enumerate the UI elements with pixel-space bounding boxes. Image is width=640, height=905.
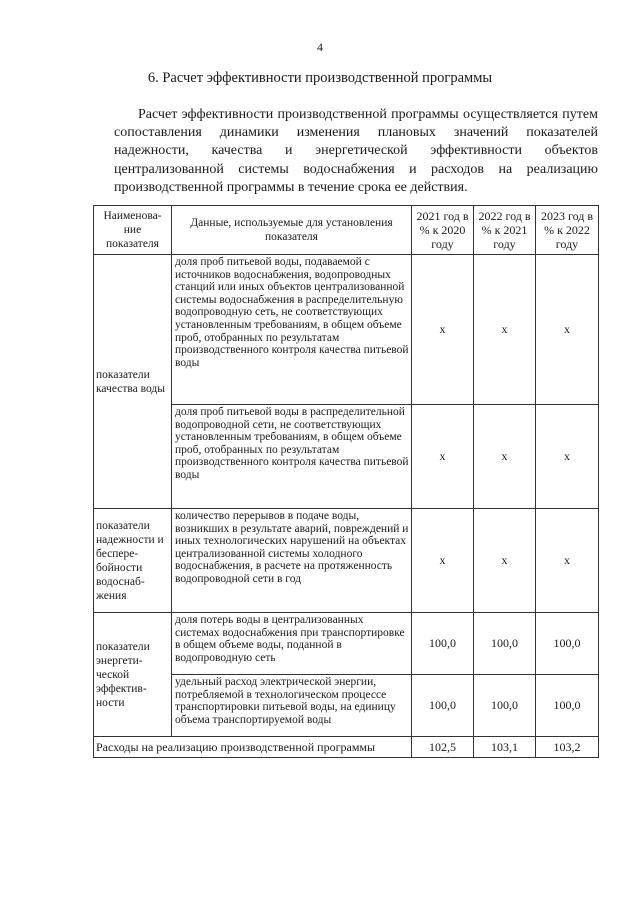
row-desc: удельный расход электрической энергии, потребляемой в технологическом процессе транспортировки питьевой воды, на единицу объема транспортируемой воды (172, 675, 412, 737)
total-value-2021: 102,5 (412, 737, 474, 758)
row-desc: доля потерь воды в централизованных системах водоснабжения при транспортировке в общем объеме воды, поданной в водопроводную сеть (172, 613, 412, 675)
row-value-2021: x (412, 405, 474, 509)
row-value-2022: 100,0 (474, 675, 536, 737)
row-value-2022: 100,0 (474, 613, 536, 675)
total-label: Расходы на реализацию производственной программы (94, 737, 412, 758)
row-value-2021: 100,0 (412, 613, 474, 675)
table-row (94, 509, 599, 613)
row-value-2023: x (536, 255, 599, 405)
table-row (94, 613, 599, 675)
intro-text: Расчет эффективности производственной программы осуществляется путем сопоставления динамики изменения плановых значений показателей надежности, качества и энергетической эффективности объектов централизованной системы водоснабжения и расходов на реализацию производственной программы в течение срока ее действия. (114, 107, 598, 195)
section-heading: 6. Расчет эффективности производственной программы (147, 70, 493, 86)
total-value-2022: 103,1 (474, 737, 536, 758)
category-energy: показатели энергети-ческой эффектив-ности (94, 613, 172, 737)
category-reliability: показатели надежности и беспере-бойности водоснаб-жения (94, 509, 172, 613)
header-data: Данные, используемые для установления показателя (172, 206, 412, 255)
row-value-2021: 100,0 (412, 675, 474, 737)
row-value-2023: 100,0 (536, 613, 599, 675)
header-2022: 2022 год в % к 2021 году (474, 206, 536, 255)
row-value-2022: x (474, 255, 536, 405)
row-value-2023: 100,0 (536, 675, 599, 737)
row-value-2023: x (536, 405, 599, 509)
row-value-2023: x (536, 509, 599, 613)
table-header-row (94, 206, 599, 255)
efficiency-table (93, 205, 599, 758)
total-value-2023: 103,2 (536, 737, 599, 758)
total-row (94, 737, 599, 758)
row-value-2022: x (474, 405, 536, 509)
page-number: 4 (317, 40, 323, 54)
header-2021: 2021 год в % к 2020 году (412, 206, 474, 255)
row-desc: количество перерывов в подаче воды, возникших в результате аварий, повреждений и иных технологических нарушений на объектах централизованной системы холодного водоснабжения, в расчете на протяженность водопроводной сети в год (172, 509, 412, 613)
row-desc: доля проб питьевой воды, подаваемой с источников водоснабжения, водопроводных станций или иных объектов централизованной системы водоснабжения в распределительную водопроводную сеть, не соответствующих установленным требованиям, в общем объеме проб, отобранных по результатам производственного контроля качества питьевой воды (172, 255, 412, 405)
intro-paragraph (114, 106, 598, 197)
category-quality: показатели качества воды (94, 255, 172, 509)
header-2023: 2023 год в % к 2022 году (536, 206, 599, 255)
header-name: Наименова-ние показателя (94, 206, 172, 255)
row-value-2021: x (412, 255, 474, 405)
row-value-2022: x (474, 509, 536, 613)
row-desc: доля проб питьевой воды в распределительной водопроводной сети, не соответствующих установленным требованиям, в общем объеме проб, отобранных по результатам производственного контроля качества питьевой воды (172, 405, 412, 509)
table-row (94, 255, 599, 405)
row-value-2021: x (412, 509, 474, 613)
